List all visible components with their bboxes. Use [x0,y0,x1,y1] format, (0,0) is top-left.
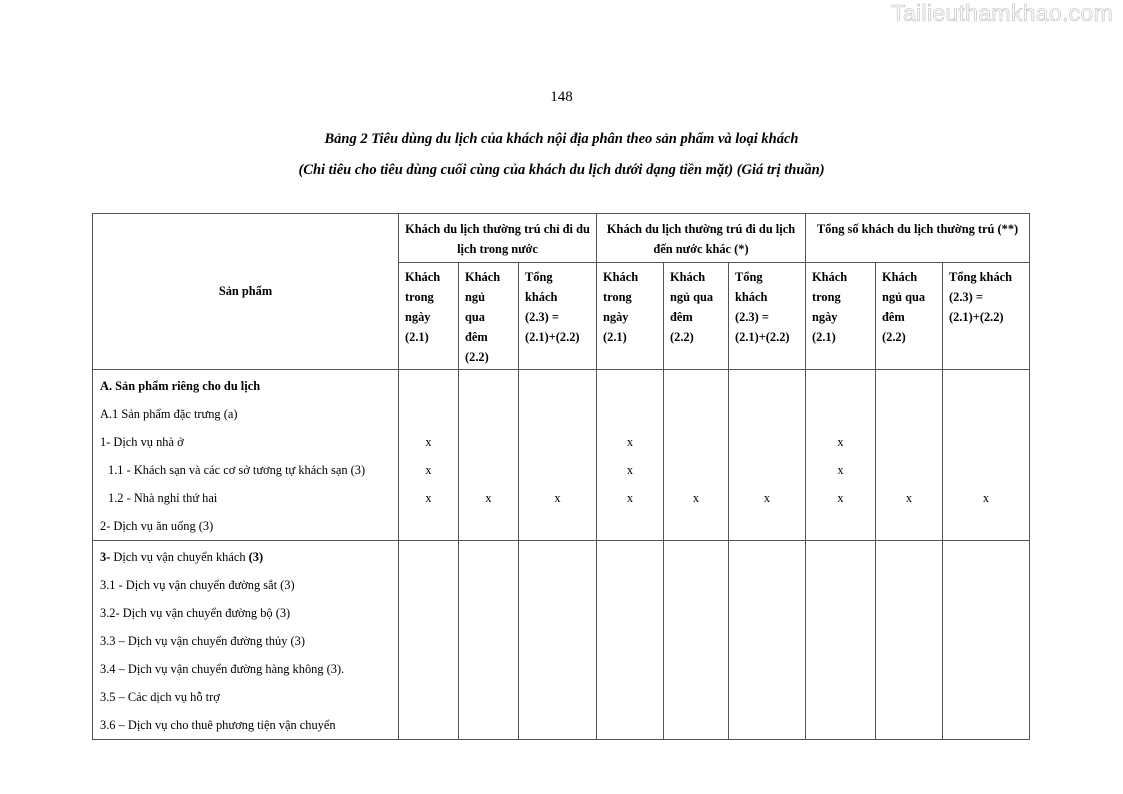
row-label: 3.5 – Các dịch vụ hỗ trợ [100,690,220,704]
section-b-row [93,541,1030,740]
empty-cell [943,541,1030,740]
transport-heading [93,543,398,571]
row-label: 3.6 – Dịch vụ cho thuê phương tiện vận chuyển [100,718,336,732]
mark-column-cell [519,370,597,541]
subheader-cell [597,263,664,370]
mark-cell [597,512,663,540]
row-label: 1.1 - Khách sạn và các cơ sở tương tự khách sạn (3) [108,463,366,477]
subheader-cell [876,263,943,370]
subheader-line: Khách [405,270,441,284]
mark-cell [806,400,875,428]
mark-cell [459,372,518,400]
row-label: 3.2- Dịch vụ vận chuyển đường bộ (3) [100,606,291,620]
section-a-labels [93,370,399,541]
empty-cell [399,541,459,740]
subheader-line: Khách [882,270,918,284]
product-header: Sản phẩm [93,214,399,370]
mark-cell: x [485,491,492,505]
mark-cell [664,456,728,484]
mark-cell [943,456,1029,484]
tourism-consumption-table [92,213,1030,740]
mark-cell: x [763,491,771,505]
empty-cell [519,541,597,740]
group-header-total: Tổng số khách du lịch thường trú (**) [806,214,1030,263]
mark-cell [943,428,1029,456]
subheader-line: Khách [812,270,848,284]
page-number: 148 [550,89,573,105]
empty-cell [806,541,876,740]
mark-column-cell [943,370,1030,541]
row-label: 3.4 – Dịch vụ vận chuyển đường hàng không (3). [100,662,345,676]
subheader-cell [943,263,1030,370]
mark-cell [664,400,728,428]
mark-cell [806,512,875,540]
mark-cell: x [554,491,561,505]
mark-column-cell [876,370,943,541]
section-b-labels [93,541,399,740]
subheader-line: ngủ qua [670,290,714,304]
subheader-line: Khách [670,270,706,284]
mark-cell [459,512,518,540]
empty-cell [664,541,729,740]
mark-cell [943,512,1029,540]
subheader-line: khách [735,290,768,304]
subheader-line: (2.3) = [525,310,559,324]
subheader-line: Tổng khách [949,270,1013,284]
mark-cell [729,456,805,484]
mark-cell [806,372,875,400]
mark-cell [664,428,728,456]
mark-cell [519,372,596,400]
subheader-line: (2.1) [603,330,627,344]
mark-cell: x [425,491,432,505]
mark-cell [399,372,458,400]
row-label: 1.2 - Nhà nghỉ thứ hai [108,491,218,505]
empty-cell [729,541,806,740]
mark-column-cell [399,370,459,541]
watermark-text: Tailieuthamkhao.com [891,0,1113,26]
subheader-line: (2.1)+(2.2) [525,330,580,344]
group-header-domestic: Khách du lịch thường trú chỉ đi du lịch trong nước [399,214,597,263]
subheader-line: Tổng [525,270,553,284]
subheader-line: (2.3) = [735,310,769,324]
mark-cell [597,372,663,400]
subheader-line: (2.2) [882,330,906,344]
transport-heading-text: Dịch vụ vận chuyển khách [110,550,249,564]
mark-cell [399,400,458,428]
group-header-outbound: Khách du lịch thường trú đi du lịch đến nước khác (*) [597,214,806,263]
mark-cell [459,428,518,456]
group-header-row [93,214,1030,263]
subheader-line: đêm [670,310,693,324]
subheader-line: ngủ qua [882,290,926,304]
subheader-line: (2.1) [405,330,429,344]
mark-cell [943,400,1029,428]
subheader-line: đêm [882,310,905,324]
row-label: 3.3 – Dịch vụ vận chuyển đường thủy (3) [100,634,305,648]
subheader-line: (2.1)+(2.2) [735,330,790,344]
mark-cell [519,456,596,484]
mark-cell: x [626,463,634,477]
mark-cell [519,512,596,540]
subheader-line: (2.3) = [949,290,983,304]
subheader-line: ngày [812,310,838,324]
subheader-line: (2.1) [812,330,836,344]
subheader-line: đêm [465,330,488,344]
mark-cell: x [837,463,844,477]
mark-column-cell [664,370,729,541]
mark-cell [399,512,458,540]
transport-heading-number: 3- [100,550,111,564]
row-label: 1- Dịch vụ nhà ở [100,435,184,449]
mark-column-cell [806,370,876,541]
mark-cell [664,512,728,540]
subheader-cell [519,263,597,370]
mark-cell [943,372,1029,400]
mark-column-cell [729,370,806,541]
mark-column-cell [459,370,519,541]
subheader-line: ngày [405,310,431,324]
mark-cell: x [692,491,700,505]
subheader-line: ngày [603,310,629,324]
subheader-line: (2.2) [670,330,694,344]
mark-cell: x [837,435,844,449]
subheader-line: (2.1)+(2.2) [949,310,1004,324]
mark-column-cell [597,370,664,541]
subheader-line: qua [465,310,485,324]
row-label: 2- Dịch vụ ăn uống (3) [100,519,214,533]
subheader-line: (2.2) [465,350,489,364]
mark-cell [729,400,805,428]
subheader-line: khách [525,290,558,304]
row-label: 3.1 - Dịch vụ vận chuyển đường sắt (3) [100,578,295,592]
mark-cell [597,400,663,428]
row-label: A. Sản phẩm riêng cho du lịch [100,379,261,393]
mark-cell [729,372,805,400]
empty-cell [597,541,664,740]
subheader-line: Khách [603,270,639,284]
mark-cell [876,512,942,540]
mark-cell [519,400,596,428]
mark-cell [664,372,728,400]
subheader-line: trong [812,290,841,304]
subheader-cell [806,263,876,370]
subheader-line: trong [603,290,632,304]
mark-cell [459,400,518,428]
subheader-line: ngủ [465,290,485,304]
mark-cell: x [982,491,990,505]
subheader-line: Tổng [735,270,763,284]
mark-cell: x [905,491,913,505]
mark-cell: x [626,491,634,505]
subheader-line: Khách [465,270,501,284]
mark-cell [876,428,942,456]
mark-cell: x [626,435,634,449]
empty-cell [876,541,943,740]
row-label: A.1 Sản phẩm đặc trưng (a) [100,407,238,421]
mark-cell: x [425,435,432,449]
mark-cell: x [837,491,844,505]
mark-cell [729,512,805,540]
subheader-cell [459,263,519,370]
table-subtitle: (Chi tiêu cho tiêu dùng cuối cùng của khách du lịch dưới dạng tiền mặt) (Giá trị thuần) [298,162,825,178]
mark-cell [876,456,942,484]
transport-heading-note: (3) [248,550,264,564]
table-title: Bảng 2 Tiêu dùng du lịch của khách nội địa phân theo sản phẩm và loại khách [324,131,799,147]
subheader-cell [729,263,806,370]
empty-cell [459,541,519,740]
mark-cell [519,428,596,456]
section-a-row [93,370,1030,541]
mark-cell [876,400,942,428]
mark-cell [876,372,942,400]
subheader-cell [664,263,729,370]
mark-cell [459,456,518,484]
subheader-cell [399,263,459,370]
subheader-line: trong [405,290,434,304]
mark-cell: x [425,463,432,477]
mark-cell [729,428,805,456]
